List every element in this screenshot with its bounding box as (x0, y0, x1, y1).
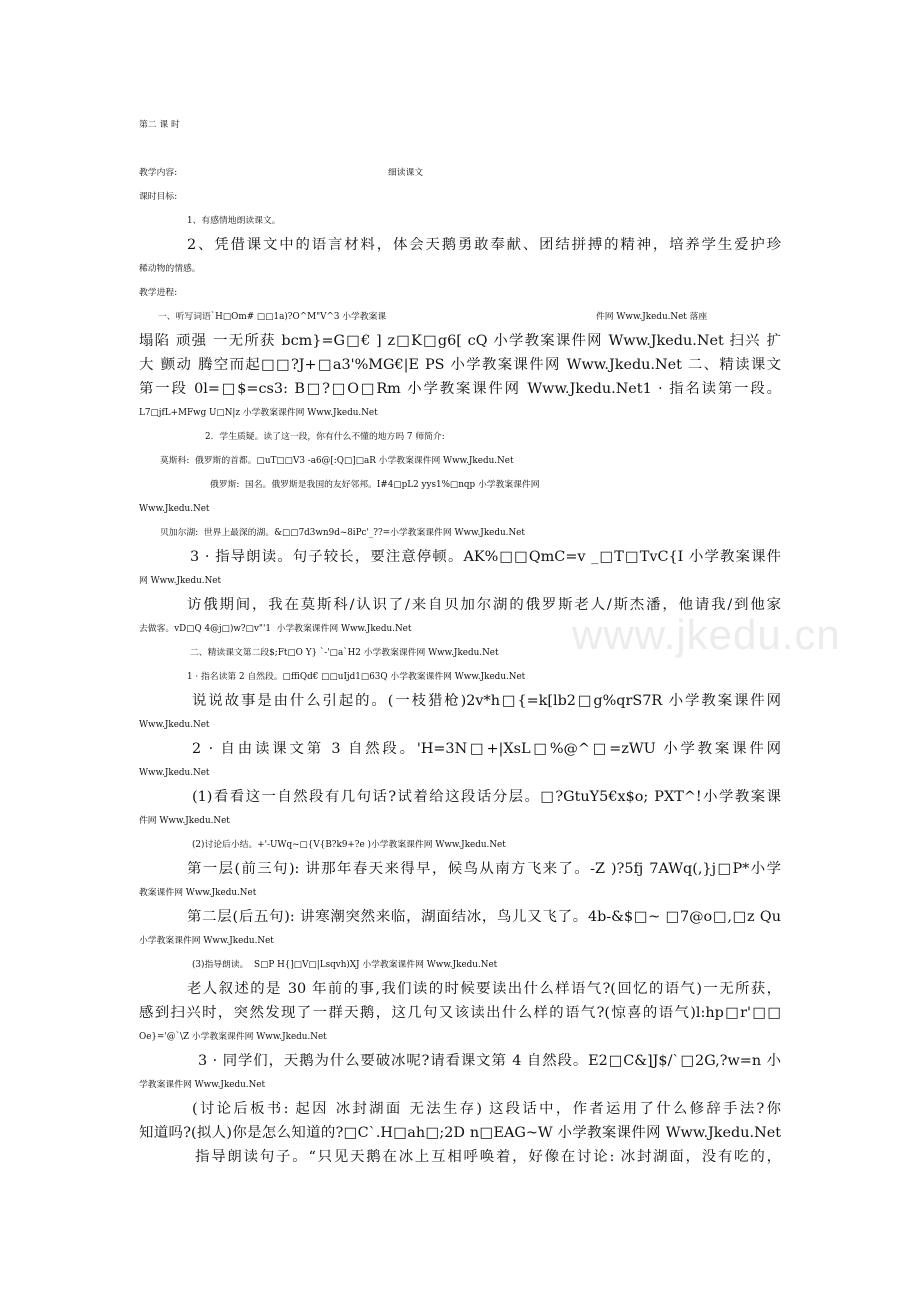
paragraph-line: 知道吗?(拟人)你是怎么知道的?□C`.H□ah□;2D n□EAG~W 小学教案课件网 Www.Jkedu.Net (139, 1125, 781, 1141)
paragraph-line: 莫斯科: 俄罗斯的首都。□uT□□V3 -a6@[:Q□]□aR 小学教案课件网 Www.Jkedu.Net (160, 456, 514, 466)
paragraph-line: 2．学生质疑。读了这一段，你有什么不懂的地方吗 7 师简介: (205, 432, 445, 442)
paragraph-line: Oe}='@`\Z 小学教案课件网 Www.Jkedu.Net (139, 1032, 327, 1042)
paragraph-line: (3)指导朗读。 S□P H{]□V□|Lsqvh)XJ 小学教案课件网 Www.Jkedu.Net (192, 960, 498, 970)
paragraph-line: 指导朗读句子。“只见天鹅在冰上互相呼唤着，好像在讨论: 冰封湖面，没有吃的， (195, 1149, 781, 1165)
paragraph-line: 教案课件网 Www.Jkedu.Net (139, 888, 257, 898)
paragraph-line: 件网 Www.Jkedu.Net (139, 816, 230, 826)
paragraph-line: 访俄期间，我在莫斯科/认识了/来自贝加尔湖的俄罗斯老人/斯杰潘，他请我/到他家 (187, 597, 781, 613)
paragraph-line: 学教案课件网 Www.Jkedu.Net (139, 1080, 266, 1090)
paragraph-line: 大 颤动 腾空而起□□?J+□a3'%MG€|E PS 小学教案课件网 Www.Jkedu.Net 二、精读课文 (139, 357, 781, 373)
process-label: 教学进程: (139, 288, 178, 298)
content-label: 教学内容: (139, 168, 178, 178)
paragraph-line: 网 Www.Jkedu.Net (139, 576, 222, 586)
paragraph-line: 塌陷 顽强 一无所获 bcm}=G□€ ] z□K□g6[ cQ 小学教案课件网 Www.Jkedu.Net 扫兴 扩 (139, 333, 781, 349)
paragraph-line: 件网 Www.Jkedu.Net 落座 (596, 312, 708, 322)
paragraph-line: 3 · 同学们，天鹅为什么要破冰呢?请看课文第 4 自然段。E2□C&]J$/`□2G,?w=n 小 (198, 1053, 781, 1069)
paragraph-line: Www.Jkedu.Net (139, 768, 210, 778)
paragraph-line: 第一段 0l=□$=cs3: B□?□O□Rm 小学教案课件网 Www.Jkedu.Net1 · 指名读第一段。 (139, 381, 781, 397)
paragraph-line: 一、听写词语`H□Om# □□1a)?O^M"V^3 小学教案课 (158, 312, 387, 322)
watermark: www.jkedu.cn (572, 611, 841, 658)
objectives-label: 课时目标: (139, 192, 178, 202)
paragraph-line: (2)讨论后小结。+'-UWq~□{V{B?k9+?e )小学教案课件网 Www.Jkedu.Net (192, 840, 506, 850)
paragraph-line: 去做客。vD□Q 4@j□)w?□v"'1 小学教案课件网 Www.Jkedu.Net (139, 624, 412, 634)
paragraph-line: (1)看看这一自然段有几句话?试着给这段话分层。□?GtuY5€x$o; PXT^!小学教案课 (192, 789, 781, 805)
paragraph-line: 2 · 自由读课文第 3 自然段。'H=3N□+|XsL□%@^□=zWU 小学教案课件网 (192, 741, 781, 757)
lesson-heading: 第二 课 时 (139, 120, 180, 130)
paragraph-line: Www.Jkedu.Net (139, 504, 210, 514)
paragraph-line: 贝加尔湖: 世界上最深的湖。&□□7d3wn9d~8iPc'_??=小学教案课件网 Www.Jkedu.Net (160, 528, 525, 538)
paragraph-line: 第二层(后五句): 讲寒潮突然来临，湖面结冰，鸟儿又飞了。4b-&$□~ □7@o□,□z Qu (187, 909, 781, 925)
paragraph-line: L7□jfL+MFwg U□N|z 小学教案课件网 Www.Jkedu.Net (139, 408, 378, 418)
paragraph-line: 老人叙述的是 30 年前的事,我们读的时候要读出什么样语气?(回忆的语气)一无所获， (187, 981, 781, 997)
paragraph-line: 俄罗斯: 国名。俄罗斯是我国的友好邻邦。I#4□pL2 yys1%□nqp 小学教案课件网 (210, 480, 540, 490)
content-value: 细读课文 (388, 168, 424, 178)
paragraph-line: 感到扫兴时，突然发现了一群天鹅，这几句又该读出什么样的语气?(惊喜的语气)l:hp□r'□□ (139, 1005, 781, 1021)
paragraph-line: 3 · 指导朗读。句子较长，要注意停顿。AK%□□QmC=v _□T□TvC{I 小学教案课件 (190, 549, 781, 565)
objective-2-cont: 稀动物的情感。 (139, 264, 201, 274)
objective-2: 2、凭借课文中的语言材料，体会天鹅勇敢奉献、团结拼搏的精神，培养学生爱护珍 (187, 237, 781, 253)
paragraph-line: 小学教案课件网 Www.Jkedu.Net (139, 936, 274, 946)
paragraph-line: (讨论后板书: 起因 冰封湖面 无法生存) 这段话中，作者运用了什么修辞手法?你 (192, 1101, 781, 1117)
paragraph-line: 说说故事是由什么引起的。(一枝猎枪)2v*h□{=k[lb2□g%qrS7R 小学教案课件网 (192, 693, 781, 709)
objective-1: 1、有感情地朗读课文。 (187, 216, 281, 226)
paragraph-line: 1 · 指名读第 2 自然段。□ffiQd€ □□uIjd1□63Q 小学教案课件网 Www.Jkedu.Net (187, 672, 526, 682)
paragraph-line: Www.Jkedu.Net (139, 720, 210, 730)
paragraph-line: 二、精读课文第二段$;Ft□O Y} `-'□a`H2 小学教案课件网 Www.Jkedu.Net (190, 648, 499, 658)
paragraph-line: 第一层(前三句): 讲那年春天来得早，候鸟从南方飞来了。-Z )?5fj 7AWq(,}j□P*小学 (187, 861, 781, 877)
